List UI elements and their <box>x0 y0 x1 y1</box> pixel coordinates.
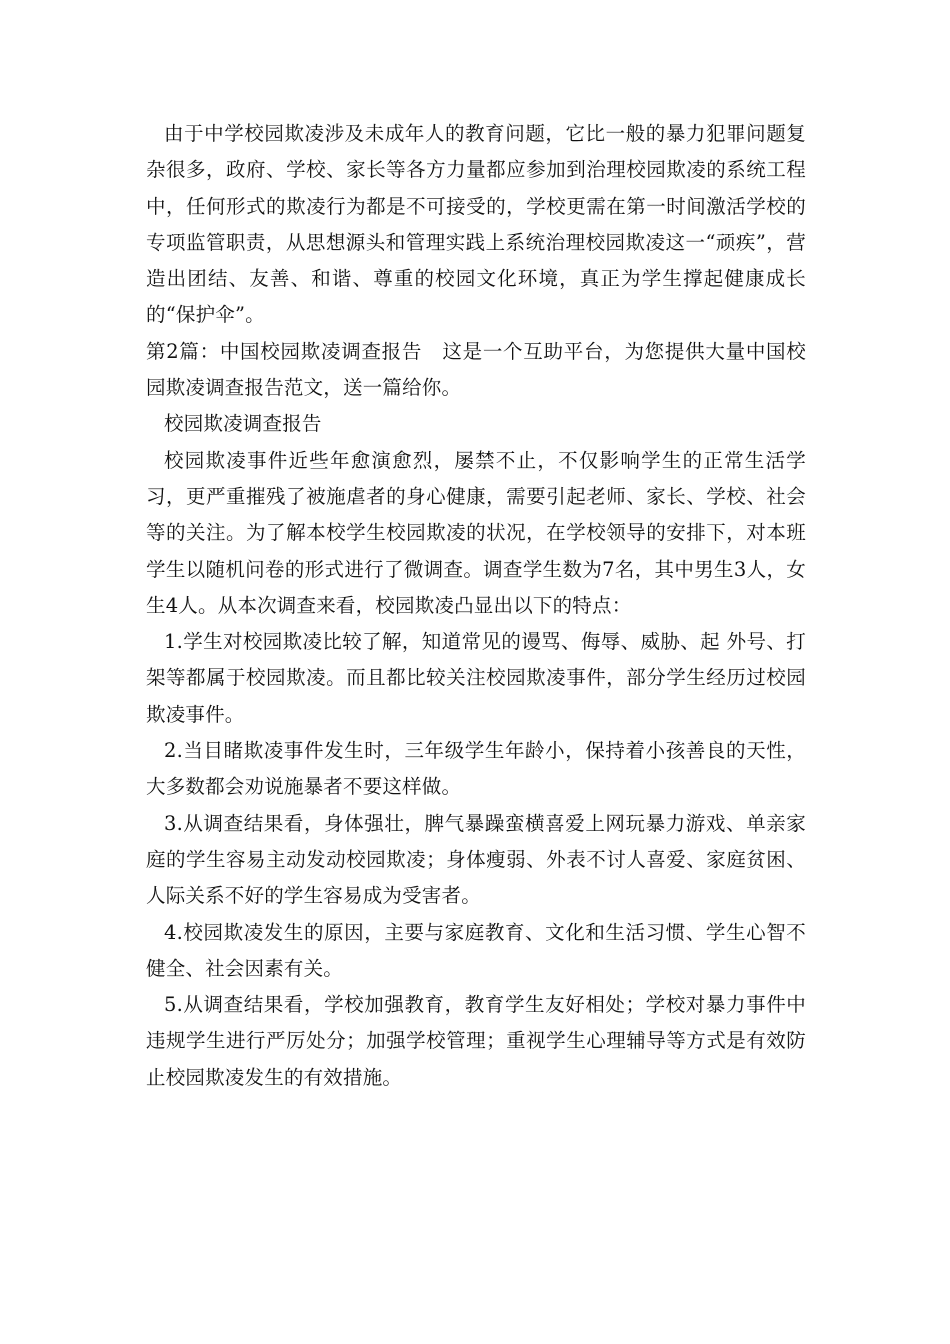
list-item-finding-2: 2.当目睹欺凌事件发生时，三年级学生年龄小，保持着小孩善良的天性，大多数都会劝说施暴者不要这样做。 <box>146 739 806 799</box>
paragraph-article-heading: 第2篇：中国校园欺凌调查报告 这是一个互助平台，为您提供大量中国校园欺凌调查报告范文，送一篇给你。 <box>146 339 806 400</box>
paragraph-intro: 由于中学校园欺凌涉及未成年人的教育问题，它比一般的暴力犯罪问题复杂很多，政府、学校、家长等各方力量都应参加到治理校园欺凌的系统工程中，任何形式的欺凌行为都是不可接受的，学校更需在第一时间激活学校的专项监管职责，从思想源头和管理实践上系统治理校园欺凌这一“顽疾”，营造出团结、友善、和谐、尊重的校园文化环境，真正为学生撑起健康成长的“保护伞”。 <box>146 122 806 327</box>
paragraph-report-body: 校园欺凌事件近些年愈演愈烈，屡禁不止，不仅影响学生的正常生活学习，更严重摧残了被施虐者的身心健康，需要引起老师、家长、学校、社会等的关注。为了解本校学生校园欺凌的状况，在学校领导的安排下，对本班学生以随机问卷的形式进行了微调查。调查学生数为7名，其中男生3人，女生4人。从本次调查来看，校园欺凌凸显出以下的特点： <box>146 448 806 617</box>
list-item-finding-4: 4.校园欺凌发生的原因，主要与家庭教育、文化和生活习惯、学生心智不健全、社会因素有关。 <box>146 920 806 980</box>
report-title: 校园欺凌调查报告 <box>164 412 322 436</box>
list-item-finding-5: 5.从调查结果看，学校加强教育，教育学生友好相处；学校对暴力事件中违规学生进行严厉处分；加强学校管理；重视学生心理辅导等方式是有效防止校园欺凌发生的有效措施。 <box>146 993 806 1089</box>
list-item-finding-1: 1.学生对校园欺凌比较了解，知道常见的谩骂、侮辱、威胁、起 外号、打架等都属于校园欺凌。而且都比较关注校园欺凌事件，部分学生经历过校园欺凌事件。 <box>146 630 806 726</box>
list-item-finding-3: 3.从调查结果看，身体强壮，脾气暴躁蛮横喜爱上网玩暴力游戏、单亲家庭的学生容易主动发动校园欺凌；身体瘦弱、外表不讨人喜爱、家庭贫困、人际关系不好的学生容易成为受害者。 <box>146 811 806 908</box>
document-page <box>146 116 806 1096</box>
